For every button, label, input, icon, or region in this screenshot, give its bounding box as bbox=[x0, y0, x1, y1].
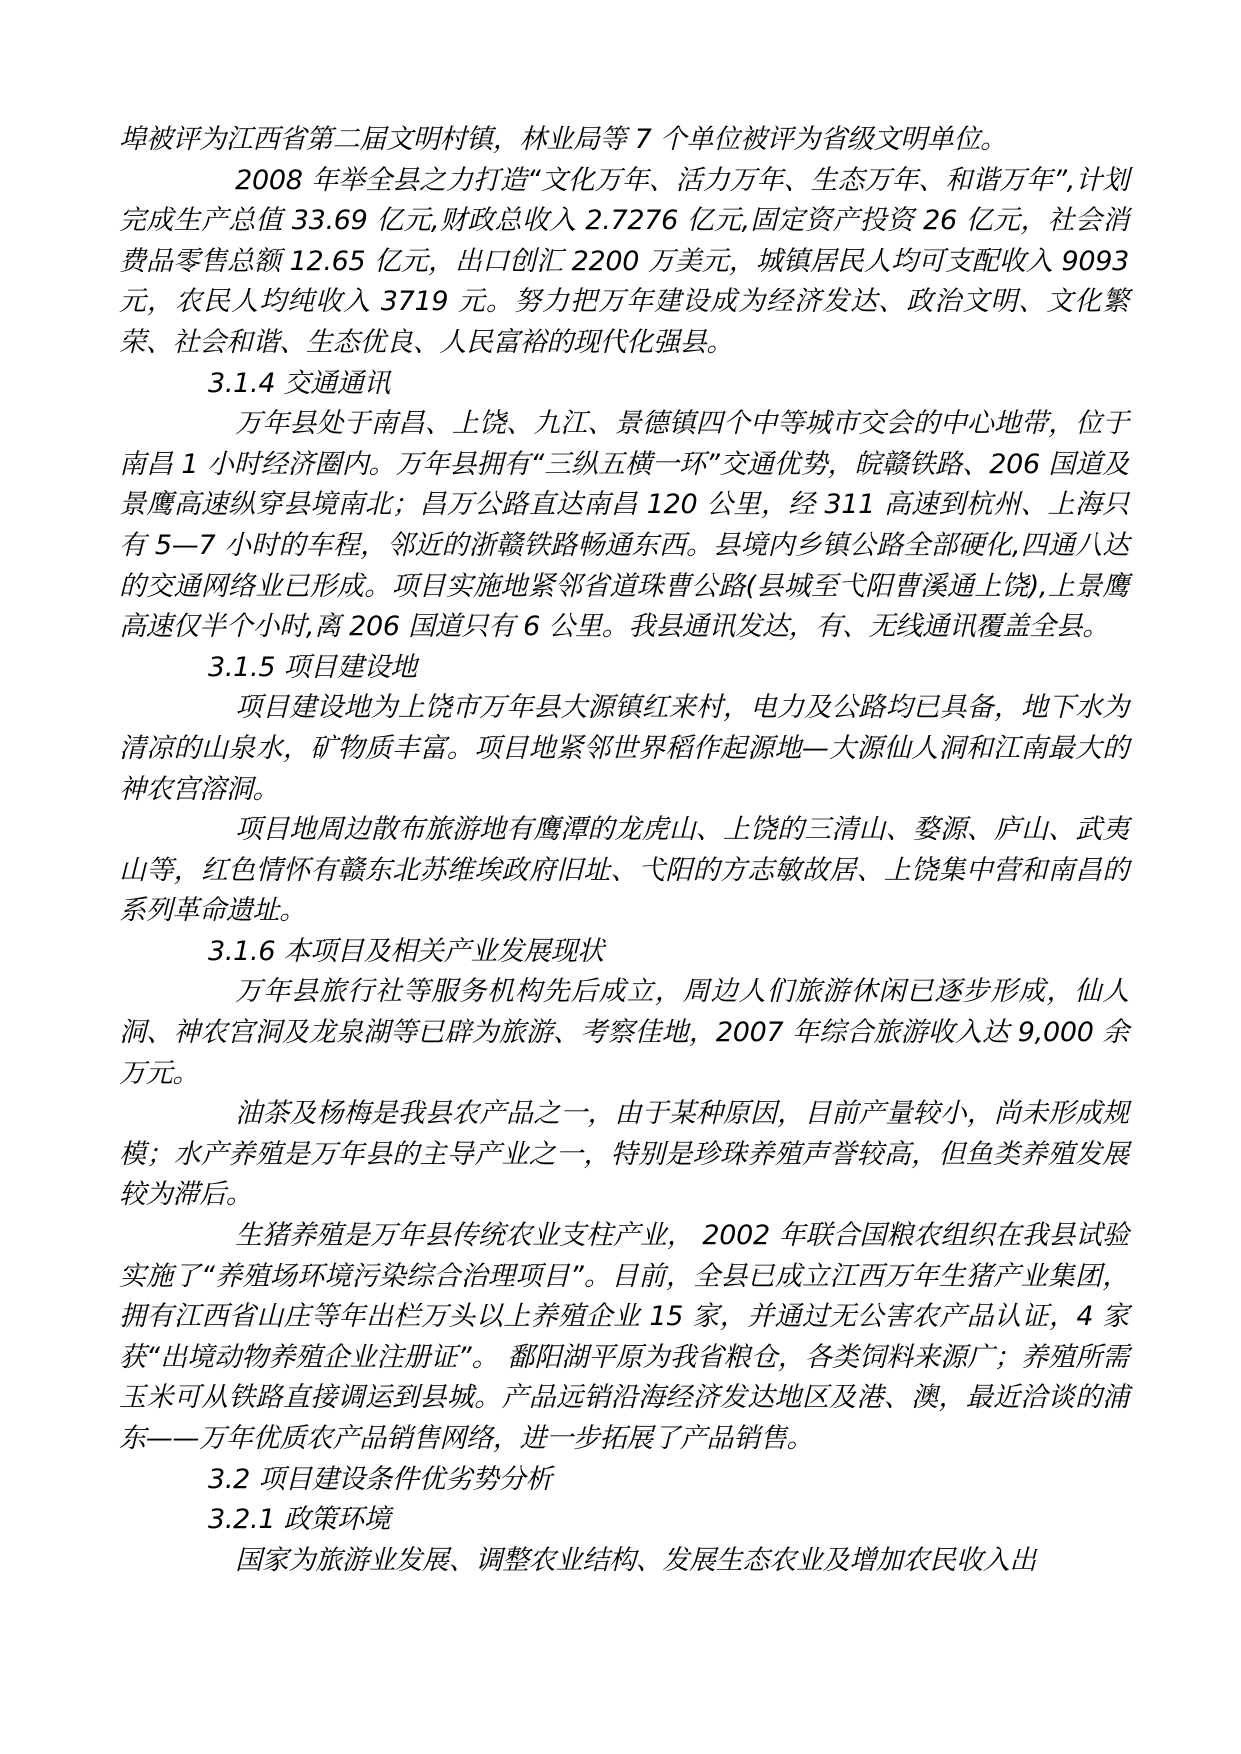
section-heading-project-site: 3.1.5 项目建设地 bbox=[208, 651, 417, 683]
section-heading-swot: 3.2 项目建设条件优劣势分析 bbox=[208, 1463, 553, 1495]
paragraph-continuation: 埠被评为江西省第二届文明村镇，林业局等 7 个单位被评为省级文明单位。 bbox=[119, 124, 1007, 155]
document-body bbox=[119, 120, 1129, 1581]
paragraph-tourism-income: 万年县旅行社等服务机构先后成立，周边人们旅游休闲已逐步形成，仙人洞、神农宫洞及龙泉湖等已辟为旅游、考察佳地，2007 年综合旅游收入达 9,000 余万元。 bbox=[119, 976, 1129, 1089]
paragraph-transport: 万年县处于南昌、上饶、九江、景德镇四个中等城市交会的中心地带，位于南昌 1 小时经济圈内。万年县拥有“三纵五横一环”交通优势，皖赣铁路、206 国道及景鹰高速纵穿县境南北；昌万公路直达南昌 120 公里，经 311 高速到杭州、上海只有 5—7 小时的车程，邻近的浙赣铁路畅通东西。县境内乡镇公路全部硬化,四通八达的交通网络业已形成。项目实施地紧邻省道珠曹公路(县城至弋阳曹溪通上饶),上景鹰高速仅半个小时,离 206 国道只有 6 公里。我县通讯发达，有、无线通讯覆盖全县。 bbox=[119, 408, 1129, 643]
paragraph-project-site: 项目建设地为上饶市万年县大源镇红来村，电力及公路均已具备，地下水为清凉的山泉水，矿物质丰富。项目地紧邻世界稻作起源地—大源仙人洞和江南最大的神农宫溶洞。 bbox=[119, 692, 1129, 805]
paragraph-pig-farming: 生猪养殖是万年县传统农业支柱产业， 2002 年联合国粮农组织在我县试验实施了“养殖场环境污染综合治理项目”。目前，全县已成立江西万年生猪产业集团，拥有江西省山庄等年出栏万头以上养殖企业 15 家，并通过无公害农产品认证，4 家获“出境动物养殖企业注册证”。 鄱阳湖平原为我省粮仓，各类饲料来源广；养殖所需玉米可从铁路直接调运到县城。产品远销沿海经济发达地区及港、澳，最近洽谈的浦东——万年优质农产品销售网络，进一步拓展了产品销售。 bbox=[119, 1220, 1129, 1454]
paragraph-agriculture: 油茶及杨梅是我县农产品之一，由于某种原因，目前产量较小，尚未形成规模；水产养殖是万年县的主导产业之一，特别是珍珠养殖声誉较高，但鱼类养殖发展较为滞后。 bbox=[119, 1098, 1129, 1211]
paragraph-tourism-surroundings: 项目地周边散布旅游地有鹰潭的龙虎山、上饶的三清山、婺源、庐山、武夷山等，红色情怀有赣东北苏维埃政府旧址、弋阳的方志敏故居、上饶集中营和南昌的系列革命遗址。 bbox=[119, 814, 1129, 927]
paragraph-economy-plan: 2008 年举全县之力打造“文化万年、活力万年、生态万年、和谐万年”,计划完成生产总值 33.69 亿元,财政总收入 2.7276 亿元,固定资产投资 26 亿元，社会消费品零售总额 12.65 亿元，出口创汇 2200 万美元，城镇居民人均可支配收入 9093 元，农民人均纯收入 3719 元。努力把万年建设成为经济发达、政治文明、文化繁荣、社会和谐、生态优良、人民富裕的现代化强县。 bbox=[119, 164, 1129, 358]
paragraph-policy: 国家为旅游业发展、调整农业结构、发展生态农业及增加农民收入出 bbox=[235, 1544, 1037, 1576]
section-heading-transport: 3.1.4 交通通讯 bbox=[208, 367, 391, 399]
section-heading-industry-status: 3.1.6 本项目及相关产业发展现状 bbox=[208, 935, 604, 967]
section-heading-policy: 3.2.1 政策环境 bbox=[208, 1504, 391, 1536]
